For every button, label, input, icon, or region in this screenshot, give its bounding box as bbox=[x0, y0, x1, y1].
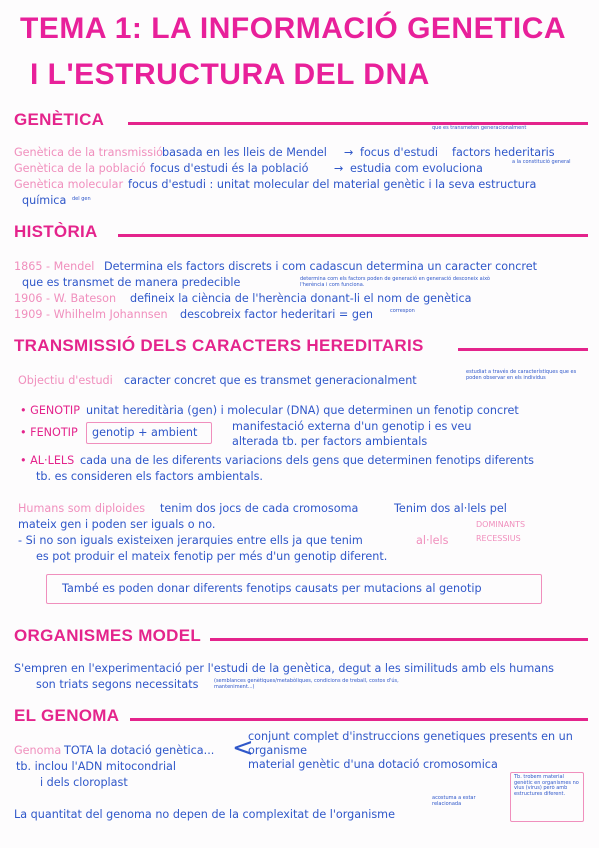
arrow: → bbox=[334, 162, 344, 175]
label-alels: • AL·LELS bbox=[20, 454, 75, 467]
text-genetica-molecular: focus d'estudi : unitat molecular del material genètic i la seva estructura bbox=[128, 178, 537, 191]
text-predecible: que es transmet de manera predecible bbox=[22, 276, 241, 289]
section-heading-organismes: ORGANISMES MODEL bbox=[14, 626, 202, 645]
text-johannsen: descobreix factor hederitari = gen bbox=[180, 308, 373, 321]
section-rule bbox=[458, 348, 588, 351]
text-fenotip-1: manifestació externa d'un genotip i es veu bbox=[232, 420, 472, 433]
text-humans-2: mateix gen i poden ser iguals o no. bbox=[18, 518, 216, 531]
label-genetica-transmissio: Genètica de la transmissió bbox=[14, 146, 164, 159]
text-fenotip-box: genotip + ambient bbox=[92, 426, 198, 439]
bracket: < bbox=[232, 733, 254, 763]
text-alels-1: cada una de les diferents variacions dels gens que determinen fenotips diferents bbox=[80, 454, 534, 467]
section-heading-historia: HISTÒRIA bbox=[14, 222, 98, 241]
label-humans: Humans som diploides bbox=[18, 502, 146, 515]
text-mutacions: També es poden donar diferents fenotips causats per mutacions al genotip bbox=[62, 582, 482, 595]
text-humans-4: es pot produir el mateix fenotip per més d'un genotip diferent. bbox=[36, 550, 388, 563]
text-organismes-1: S'empren en l'experimentació per l'estudi de la genètica, degut a les similituds amb els humans bbox=[14, 662, 555, 675]
text-humans-1: tenim dos jocs de cada cromosoma bbox=[160, 502, 359, 515]
text-genotip: unitat hereditària (gen) i molecular (DNA) que determinen un fenotip concret bbox=[86, 404, 519, 417]
text-focus-estudi: focus d'estudi bbox=[360, 146, 438, 159]
text-genetica-transmissio: basada en les lleis de Mendel bbox=[162, 146, 327, 159]
note-predecible: determina com els factors poden de generació en generació desconeix això l'herència i com funciona. bbox=[300, 276, 490, 288]
text-factors-hederitaris: factors hederitaris bbox=[452, 146, 555, 159]
text-objectiu: caracter concret que es transmet generacionalment bbox=[124, 374, 417, 387]
text-humans-3: - Si no son iguals existeixen jerarquies entre ells ja que tenim bbox=[18, 534, 363, 547]
label-genoma: Genoma bbox=[14, 744, 62, 757]
label-dominants: DOMINANTS bbox=[476, 520, 526, 529]
text-genoma-def1b: organisme bbox=[248, 744, 308, 757]
text-bateson: defineix la ciència de l'herència donant-li el nom de genètica bbox=[130, 292, 472, 305]
label-johannsen: 1909 - Whilhelm Johannsen bbox=[14, 308, 168, 321]
note-virus: Tb. trobem material genètic en organismes no vius (virus) però amb estructures diferent. bbox=[514, 774, 579, 797]
text-alels: al·lels bbox=[416, 534, 449, 547]
note-constitucio: a la constitució general bbox=[512, 159, 571, 165]
label-genetica-molecular: Genètica molecular bbox=[14, 178, 124, 191]
text-genoma-def1: conjunt complet d'instruccions genetiques presents en un bbox=[248, 730, 573, 743]
section-rule bbox=[130, 718, 588, 721]
label-objectiu: Objectiu d'estudi bbox=[18, 374, 113, 387]
section-rule bbox=[118, 234, 588, 237]
label-genotip: • GENOTIP bbox=[20, 404, 80, 417]
label-recessius: RECESSIUS bbox=[476, 534, 521, 543]
page-title-line1: TEMA 1: LA INFORMACIÓ GENETICA bbox=[20, 12, 567, 45]
text-fenotip-2: alterada tb. per factors ambientals bbox=[232, 435, 428, 448]
note-organismes: (semblances genètiques/metabòliques, condicions de treball, costos d'ús, manteniment...) bbox=[214, 678, 399, 690]
section-heading-genoma: EL GENOMA bbox=[14, 706, 120, 725]
section-heading-transmissio: TRANSMISSIÓ DELS CARACTERS HEREDITARIS bbox=[14, 336, 424, 355]
note-correspon: correspon bbox=[390, 308, 415, 314]
note-gen: del gen bbox=[72, 196, 91, 202]
text-quantitat: La quantitat del genoma no depen de la complexitat de l'organisme bbox=[14, 808, 395, 821]
page-title-line2: I L'ESTRUCTURA DEL DNA bbox=[30, 58, 430, 91]
text-mendel: Determina els factors discrets i com cadascun determina un caracter concret bbox=[104, 260, 538, 273]
text-genoma-tb1: tb. inclou l'ADN mitocondrial bbox=[16, 760, 177, 773]
text-alels-2: tb. es consideren els factors ambientals. bbox=[36, 470, 263, 483]
text-quimica: química bbox=[22, 194, 67, 207]
label-genetica-poblacio: Genètica de la població bbox=[14, 162, 146, 175]
label-bateson: 1906 - W. Bateson bbox=[14, 292, 117, 305]
text-genetica-poblacio: focus d'estudi és la població bbox=[150, 162, 309, 175]
text-genoma-1: TOTA la dotació genètica... bbox=[64, 744, 215, 757]
section-rule bbox=[210, 638, 588, 641]
text-organismes-2: son triats segons necessitats bbox=[36, 678, 199, 691]
note-acostuma: acostuma a estar relacionada bbox=[432, 795, 476, 807]
text-humans-1b: Tenim dos al·lels pel bbox=[394, 502, 507, 515]
arrow: → bbox=[344, 146, 354, 159]
text-estudia-evoluciona: estudia com evoluciona bbox=[350, 162, 483, 175]
text-genoma-def2: material genètic d'una dotació cromosomica bbox=[248, 758, 498, 771]
note-generacionalment: que es transmeten generacionalment bbox=[432, 125, 527, 131]
note-objectiu: estudiat a través de característiques que es poden observar en els individus bbox=[466, 369, 577, 381]
section-heading-genetica: GENÈTICA bbox=[14, 110, 105, 129]
text-genoma-tb2: i dels cloroplast bbox=[40, 776, 128, 789]
label-mendel: 1865 - Mendel bbox=[14, 260, 95, 273]
label-fenotip: • FENOTIP bbox=[20, 426, 78, 439]
